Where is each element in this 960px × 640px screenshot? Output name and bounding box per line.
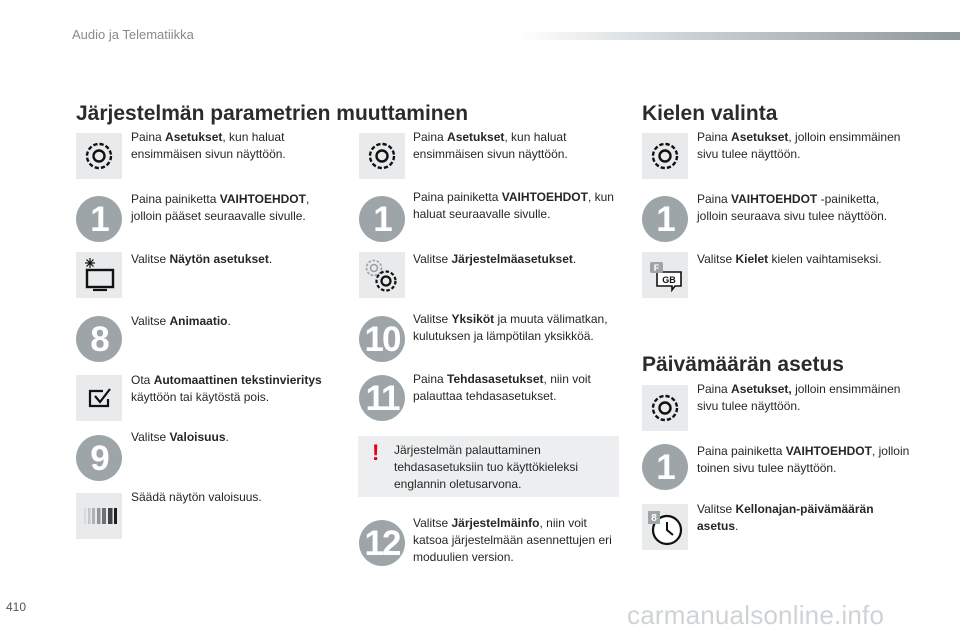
step-text: Valitse Kielet kielen vaihtamiseksi. [697,252,882,266]
step-number: 1 [642,444,688,490]
display-settings-icon [76,252,122,298]
gear-icon [76,133,122,179]
step-text: Paina painiketta VAIHTOEHDOT, jolloin toinen sivu tulee näyttöön. [697,444,910,475]
step-text: Valitse Animaatio. [131,314,231,328]
step-number: 1 [359,196,405,242]
step-text: Valitse Kellonajan-päivämäärän asetus. [697,502,874,533]
language-badge-gb: GB [662,275,676,285]
step-text: Säädä näytön valoisuus. [131,490,262,504]
step-number: 1 [642,196,688,242]
language-badge-f: F [653,263,660,273]
system-settings-icon [359,252,405,298]
language-title: Kielen valinta [642,102,778,125]
gear-icon [359,133,405,179]
step-text: Paina Tehdasasetukset, niin voit palauttaa tehdasasetukset. [413,372,591,403]
step-text: Valitse Valoisuus. [131,430,229,444]
system-parameters-title: Järjestelmän parametrien muuttaminen [76,102,469,125]
warning-icon: ! [372,440,380,465]
clock-date-icon [642,504,688,550]
step-number: 12 [359,520,405,566]
step-number: 1 [76,196,122,242]
step-text: Paina VAIHTOEHDOT -painiketta, jolloin seuraava sivu tulee näyttöön. [697,192,888,223]
page-number: 410 [6,600,27,614]
step-text: Valitse Järjestelmäasetukset. [413,252,577,266]
step-number: 11 [359,375,405,421]
gear-icon [642,133,688,179]
section-title: Audio ja Telematiikka [72,27,194,42]
clock-badge: 8 [651,513,657,524]
gear-icon [642,385,688,431]
step-text: Paina Asetukset, jolloin ensimmäinen sivu tulee näyttöön. [697,130,901,161]
step-text: Paina Asetukset, kun haluat ensimmäisen sivun näyttöön. [413,130,568,161]
watermark: carmanualsonline.info [627,600,885,630]
step-text: Paina Asetukset, jolloin ensimmäinen sivu tulee näyttöön. [697,382,901,413]
step-text: Valitse Yksiköt ja muuta välimatkan, kulutuksen ja lämpötilan yksikköä. [413,312,608,343]
language-icon [642,252,688,298]
step-text: Valitse Näytön asetukset. [131,252,273,266]
step-text: Paina painiketta VAIHTOEHDOT, kun haluat seuraavalle sivulle. [413,190,614,221]
step-number: 9 [76,435,122,481]
checkbox-icon [76,375,122,421]
step-number: 8 [76,316,122,362]
brightness-bars-icon [76,493,122,539]
header-divider [520,32,960,40]
step-text: Valitse Järjestelmäinfo, niin voit katsoa järjestelmään asennettujen eri moduulien version. [413,516,612,564]
date-title: Päivämäärän asetus [642,353,844,376]
step-number: 10 [359,316,405,362]
step-text: Paina Asetukset, kun haluat ensimmäisen sivun näyttöön. [131,130,286,161]
step-text: Ota Automaattinen tekstinvieritys käyttöön tai käytöstä pois. [131,373,322,404]
step-text: Paina painiketta VAIHTOEHDOT, jolloin pääset seuraavalle sivulle. [131,192,310,223]
warning-text: Järjestelmän palauttaminen tehdasasetuksiin tuo käyttökieleksi englannin oletusarvona. [394,443,579,491]
